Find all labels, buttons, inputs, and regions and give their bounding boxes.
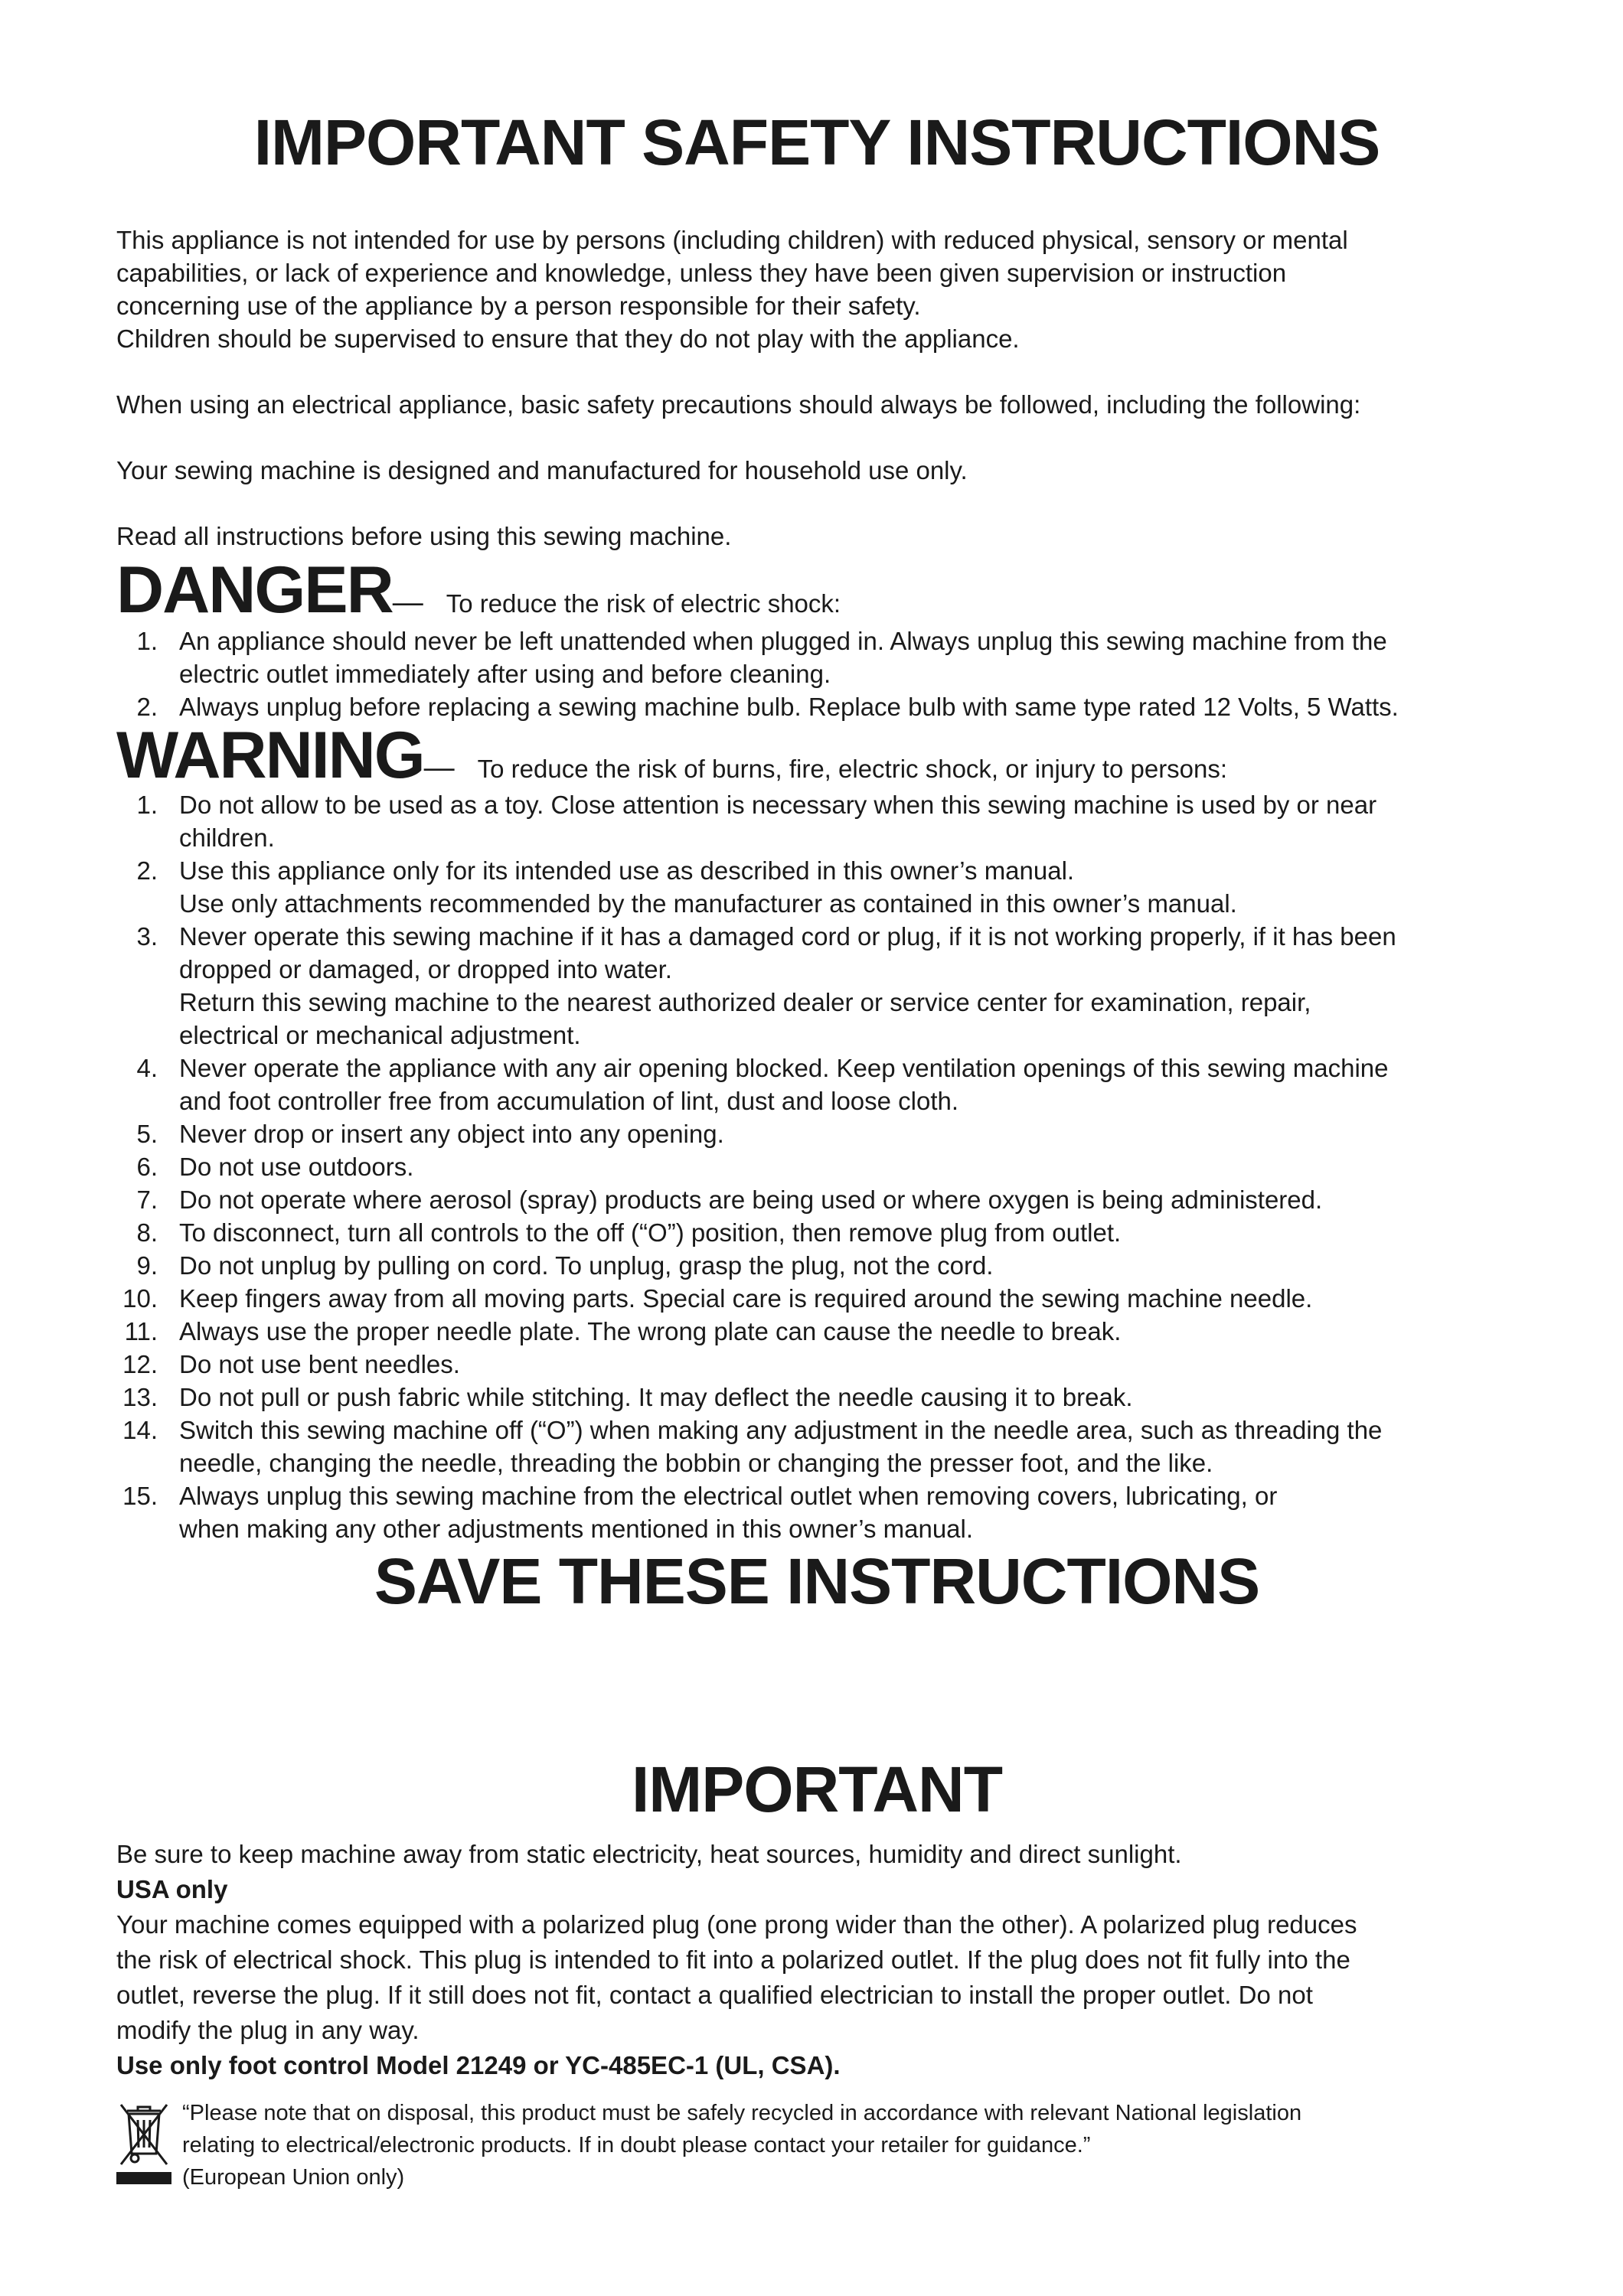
polarized-plug-line: modify the plug in any way.	[116, 2016, 420, 2044]
list-item	[116, 788, 1517, 854]
save-instructions-title: SAVE THESE INSTRUCTIONS	[374, 1545, 1260, 1617]
list-item	[116, 1150, 1517, 1183]
item-line: Always use the proper needle plate. The wrong plate can cause the needle to break.	[179, 1317, 1122, 1345]
intro-read-all: Read all instructions before using this sewing machine.	[116, 522, 732, 550]
intro-line: concerning use of the appliance by a person responsible for their safety.	[116, 292, 921, 320]
warning-heading	[116, 718, 1227, 794]
foot-control-text: Use only foot control Model 21249 or YC-485EC-1 (UL, CSA).	[116, 2051, 841, 2079]
warning-dash: —	[423, 751, 455, 784]
list-item	[116, 1249, 1517, 1282]
warning-list	[116, 788, 1517, 1545]
item-line: Never operate this sewing machine if it has a damaged cord or plug, if it is not working properly, if it has been	[179, 922, 1396, 951]
list-item	[116, 625, 1517, 690]
item-line: Use this appliance only for its intended use as described in this owner’s manual.	[179, 856, 1075, 885]
item-number: 8.	[136, 1218, 158, 1247]
list-item	[116, 1282, 1517, 1315]
item-number: 12.	[122, 1350, 158, 1378]
warning-label: WARNING	[116, 719, 424, 792]
item-line: Do not operate where aerosol (spray) products are being used or where oxygen is being administered.	[179, 1186, 1323, 1214]
item-line: when making any other adjustments mentioned in this owner’s manual.	[179, 1515, 974, 1543]
item-number: 6.	[136, 1153, 158, 1181]
intro-line: capabilities, or lack of experience and knowledge, unless they have been given supervision or instruction	[116, 259, 1287, 287]
item-line: dropped or damaged, or dropped into water.	[179, 955, 672, 983]
crossed-out-wheelie-bin-icon	[116, 2102, 171, 2187]
item-line: Do not pull or push fabric while stitching. It may deflect the needle causing it to break.	[179, 1383, 1133, 1411]
list-item	[116, 1183, 1517, 1216]
danger-list	[116, 625, 1517, 723]
item-number: 13.	[122, 1383, 158, 1411]
item-number: 14.	[122, 1416, 158, 1444]
item-line: Do not allow to be used as a toy. Close attention is necessary when this sewing machine is used by or near	[179, 791, 1377, 819]
important-title: IMPORTANT	[631, 1753, 1003, 1825]
item-line: Return this sewing machine to the nearest authorized dealer or service center for examination, repair,	[179, 988, 1311, 1016]
item-number: 10.	[122, 1284, 158, 1313]
keep-away-text: Be sure to keep machine away from static electricity, heat sources, humidity and direct sunlight.	[116, 1840, 1182, 1868]
important-section	[116, 1837, 1517, 2083]
item-line: and foot controller free from accumulation of lint, dust and loose cloth.	[179, 1087, 959, 1115]
item-number: 7.	[136, 1186, 158, 1214]
item-line: needle, changing the needle, threading the bobbin or changing the presser foot, and the like.	[179, 1449, 1213, 1477]
item-number: 1.	[136, 627, 158, 655]
disposal-text	[182, 2097, 1514, 2193]
item-line: To disconnect, turn all controls to the off (“O”) position, then remove plug from outlet.	[179, 1218, 1122, 1247]
item-number: 9.	[136, 1251, 158, 1280]
list-item	[116, 1348, 1517, 1381]
polarized-plug-line: the risk of electrical shock. This plug is intended to fit into a polarized outlet. If the plug does not fit fully into the	[116, 1945, 1350, 1974]
page-title: IMPORTANT SAFETY INSTRUCTIONS	[253, 106, 1380, 178]
item-line: Never operate the appliance with any air opening blocked. Keep ventilation openings of this sewing machine	[179, 1054, 1389, 1082]
item-line: children.	[179, 823, 275, 852]
item-line: electrical or mechanical adjustment.	[179, 1021, 581, 1049]
item-number: 2.	[136, 856, 158, 885]
item-line: Do not unplug by pulling on cord. To unplug, grasp the plug, not the cord.	[179, 1251, 994, 1280]
item-number: 11.	[124, 1317, 158, 1345]
list-item	[116, 854, 1517, 920]
item-line: Do not use bent needles.	[179, 1350, 460, 1378]
item-line: Switch this sewing machine off (“O”) when making any adjustment in the needle area, such as threading the	[179, 1416, 1383, 1444]
list-item	[116, 1414, 1517, 1479]
item-number: 2.	[136, 693, 158, 721]
danger-subtitle: To reduce the risk of electric shock:	[446, 589, 841, 618]
list-item	[116, 1052, 1517, 1117]
item-line: electric outlet immediately after using and before cleaning.	[179, 660, 831, 688]
list-item	[116, 1381, 1517, 1414]
intro-precautions: When using an electrical appliance, basic safety precautions should always be followed, including the following:	[116, 390, 1361, 419]
item-number: 15.	[122, 1482, 158, 1510]
list-item	[116, 1117, 1517, 1150]
list-item	[116, 1315, 1517, 1348]
list-item	[116, 1216, 1517, 1249]
intro-line: Children should be supervised to ensure that they do not play with the appliance.	[116, 325, 1020, 353]
item-line: Use only attachments recommended by the manufacturer as contained in this owner’s manual.	[179, 889, 1237, 918]
item-line: Never drop or insert any object into any opening.	[179, 1120, 724, 1148]
item-line: Always unplug this sewing machine from the electrical outlet when removing covers, lubricating, or	[179, 1482, 1278, 1510]
intro-line: This appliance is not intended for use by persons (including children) with reduced physical, sensory or mental	[116, 226, 1348, 254]
item-number: 3.	[136, 922, 158, 951]
item-line: Do not use outdoors.	[179, 1153, 414, 1181]
danger-heading	[116, 553, 841, 628]
polarized-plug-line: outlet, reverse the plug. If it still does not fit, contact a qualified electrician to install the proper outlet. Do not	[116, 1981, 1313, 2009]
item-number: 1.	[136, 791, 158, 819]
polarized-plug-line: Your machine comes equipped with a polarized plug (one prong wider than the other). A polarized plug reduces	[116, 1910, 1357, 1939]
danger-label: DANGER	[116, 553, 393, 627]
list-item	[116, 1479, 1517, 1545]
danger-dash: —	[392, 585, 423, 619]
intro-household: Your sewing machine is designed and manufactured for household use only.	[116, 456, 968, 484]
usa-only-label: USA only	[116, 1875, 228, 1903]
disposal-line: relating to electrical/electronic products. If in doubt please contact your retailer for guidance.”	[182, 2133, 1091, 2157]
disposal-line: “Please note that on disposal, this product must be safely recycled in accordance with relevant National legislation	[182, 2101, 1302, 2125]
eu-only-note: (European Union only)	[182, 2165, 405, 2190]
item-number: 5.	[136, 1120, 158, 1148]
list-item	[116, 920, 1517, 1052]
item-line: An appliance should never be left unattended when plugged in. Always unplug this sewing machine from the	[179, 627, 1387, 655]
intro-section	[116, 223, 1517, 553]
warning-subtitle: To reduce the risk of burns, fire, electric shock, or injury to persons:	[477, 755, 1228, 783]
item-number: 4.	[136, 1054, 158, 1082]
item-line: Keep fingers away from all moving parts. Special care is required around the sewing machine needle.	[179, 1284, 1313, 1313]
item-line: Always unplug before replacing a sewing machine bulb. Replace bulb with same type rated 12 Volts, 5 Watts.	[179, 693, 1399, 721]
